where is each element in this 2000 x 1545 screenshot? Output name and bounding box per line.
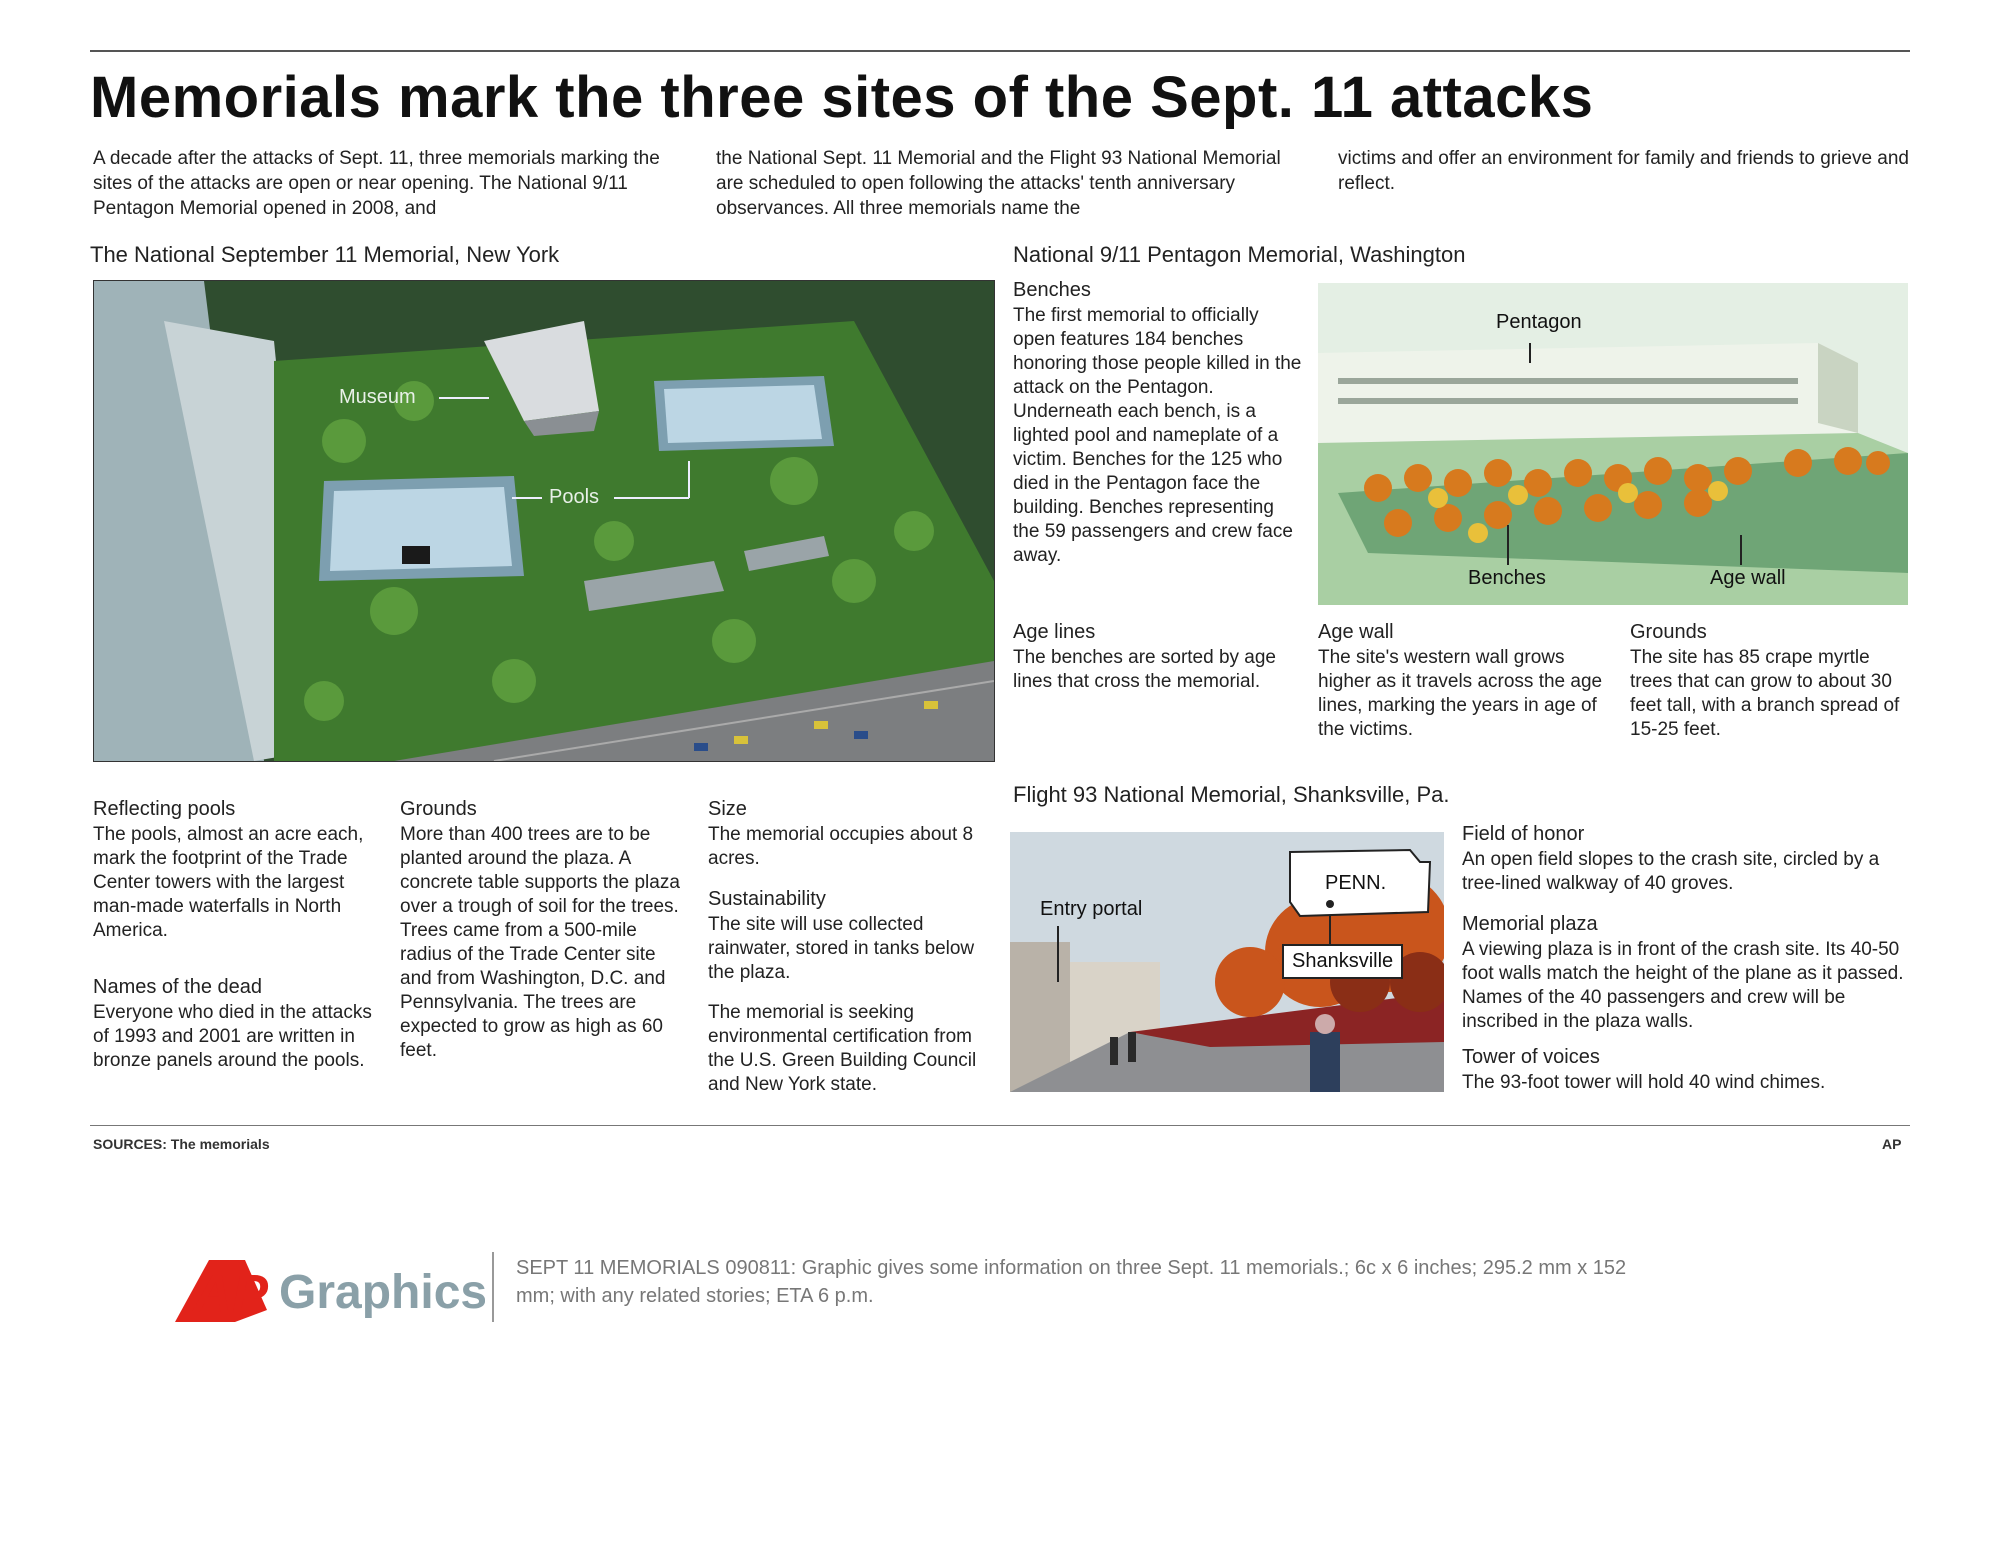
ap-graphics-logo — [175, 1250, 485, 1330]
pentagon-age-lines-heading: Age lines — [1013, 621, 1096, 643]
bottom-rule — [90, 1125, 1910, 1126]
pentagon-memorial-photo — [1318, 283, 1908, 605]
flight93-tower-of-voices — [1462, 1045, 1910, 1095]
credit-line: AP — [1882, 1136, 1902, 1152]
ny-reflecting-pools-heading: Reflecting pools — [93, 798, 236, 820]
ap-logo-mark — [175, 1250, 485, 1330]
ny-grounds-heading: Grounds — [400, 798, 477, 820]
pentagon-benches — [1013, 278, 1303, 568]
flight93-plaza-text: A viewing plaza is in front of the crash site. Its 40-50 foot walls match the height of the plane as it passed. Names of the 40 passengers and crew will be inscribed in the plaza walls. — [1462, 939, 1904, 1032]
flight93-section-title: Flight 93 National Memorial, Shanksville, Pa. — [1013, 782, 1450, 807]
intro-col-1: A decade after the attacks of Sept. 11, three memorials marking the sites of the attacks are open or near opening. The National 9/11 Pentagon Memorial opened in 2008, and — [93, 148, 660, 219]
flight93-field-text: An open field slopes to the crash site, circled by a tree-lined walkway of 40 groves. — [1462, 849, 1880, 894]
flight93-field-of-honor — [1462, 822, 1910, 896]
top-rule — [90, 50, 1910, 52]
pentagon-label-pentagon: Pentagon — [1496, 311, 1582, 333]
ny-memorial-illustration — [94, 281, 994, 761]
flight93-memorial-plaza — [1462, 912, 1910, 1034]
flight93-memorial-photo — [1010, 832, 1444, 1092]
pentagon-label-age-wall: Age wall — [1710, 567, 1786, 589]
pentagon-age-wall — [1318, 620, 1608, 742]
ny-size — [708, 797, 993, 1097]
ny-label-museum: Museum — [339, 386, 416, 408]
ny-reflecting-pools — [93, 797, 383, 943]
pentagon-section-title: National 9/11 Pentagon Memorial, Washington — [1013, 242, 1466, 267]
source-line: SOURCES: The memorials — [93, 1136, 270, 1152]
intro-col-3: victims and offer an environment for family and friends to grieve and reflect. — [1338, 148, 1909, 194]
ny-section-title: The National September 11 Memorial, New York — [90, 242, 560, 267]
pentagon-model-illustration — [1318, 283, 1908, 605]
pentagon-label-benches: Benches — [1468, 567, 1546, 589]
intro-col-2: the National Sept. 11 Memorial and the Flight 93 National Memorial are scheduled to open following the attacks' tenth anniversary observances. All three memorials name the — [716, 148, 1281, 219]
flight93-plaza-heading: Memorial plaza — [1462, 913, 1598, 935]
pentagon-grounds-heading: Grounds — [1630, 621, 1707, 643]
pentagon-benches-text: The first memorial to officially open features 184 benches honoring those people killed in the attack on the Pentagon. Underneath each bench, is a lighted pool and nameplate of a victim. Benches for the 125 who died in the Pentagon face the building. Benches representing the 59 passengers and crew face away. — [1013, 305, 1302, 566]
flight93-tower-text: The 93-foot tower will hold 40 wind chimes. — [1462, 1072, 1826, 1093]
flight93-label-entry-portal: Entry portal — [1040, 898, 1143, 920]
ap-logo-graphics-word: Graphics — [279, 1266, 485, 1319]
ap-caption: SEPT 11 MEMORIALS 090811: Graphic gives some information on three Sept. 11 memorials.; 6c x 6 inches; 295.2 mm x 152 mm; with any related stories; ETA 6 p.m. — [516, 1257, 1627, 1307]
ny-certification-text: The memorial is seeking environmental certification from the U.S. Green Building Council and New York state. — [708, 1002, 977, 1095]
flight93-tower-heading: Tower of voices — [1462, 1046, 1600, 1068]
pentagon-grounds-text: The site has 85 crape myrtle trees that can grow to about 30 feet tall, with a branch spread of 15-25 feet. — [1630, 647, 1900, 740]
ny-size-heading: Size — [708, 798, 747, 820]
pentagon-age-lines-text: The benches are sorted by age lines that cross the memorial. — [1013, 647, 1277, 692]
pentagon-age-lines — [1013, 620, 1303, 694]
ny-names-of-dead — [93, 975, 383, 1073]
ny-sustainability-heading: Sustainability — [708, 888, 826, 910]
pentagon-age-wall-text: The site's western wall grows higher as it travels across the age lines, marking the years in age of the victims. — [1318, 647, 1603, 740]
page-title: Memorials mark the three sites of the Sept. 11 attacks — [90, 65, 1594, 130]
pentagon-age-wall-heading: Age wall — [1318, 621, 1394, 643]
flight93-field-heading: Field of honor — [1462, 823, 1585, 845]
ny-memorial-photo — [93, 280, 995, 762]
ny-label-pools: Pools — [549, 486, 600, 508]
ny-grounds — [400, 797, 690, 1063]
ny-reflecting-pools-text: The pools, almost an acre each, mark the footprint of the Trade Center towers with the largest man-made waterfalls in North America. — [93, 824, 364, 941]
ny-names-heading: Names of the dead — [93, 976, 262, 998]
flight93-label-town: Shanksville — [1282, 944, 1403, 979]
pentagon-grounds — [1630, 620, 1910, 742]
ny-sustainability-text: The site will use collected rainwater, stored in tanks below the plaza. — [708, 914, 975, 983]
pentagon-benches-heading: Benches — [1013, 279, 1091, 301]
ap-logo-letters: AP — [193, 1264, 269, 1324]
ny-grounds-text: More than 400 trees are to be planted around the plaza. A concrete table supports the plaza over a trough of soil for the trees. Trees came from a 500-mile radius of the Trade Center site and from Washington, D.C. and Pennsylvania. The trees are expected to grow as high as 60 feet. — [400, 824, 680, 1061]
ap-divider — [492, 1252, 494, 1322]
ny-size-text: The memorial occupies about 8 acres. — [708, 824, 974, 869]
ny-names-text: Everyone who died in the attacks of 1993 and 2001 are written in bronze panels around the pools. — [93, 1002, 372, 1071]
flight93-label-state: PENN. — [1325, 872, 1387, 894]
